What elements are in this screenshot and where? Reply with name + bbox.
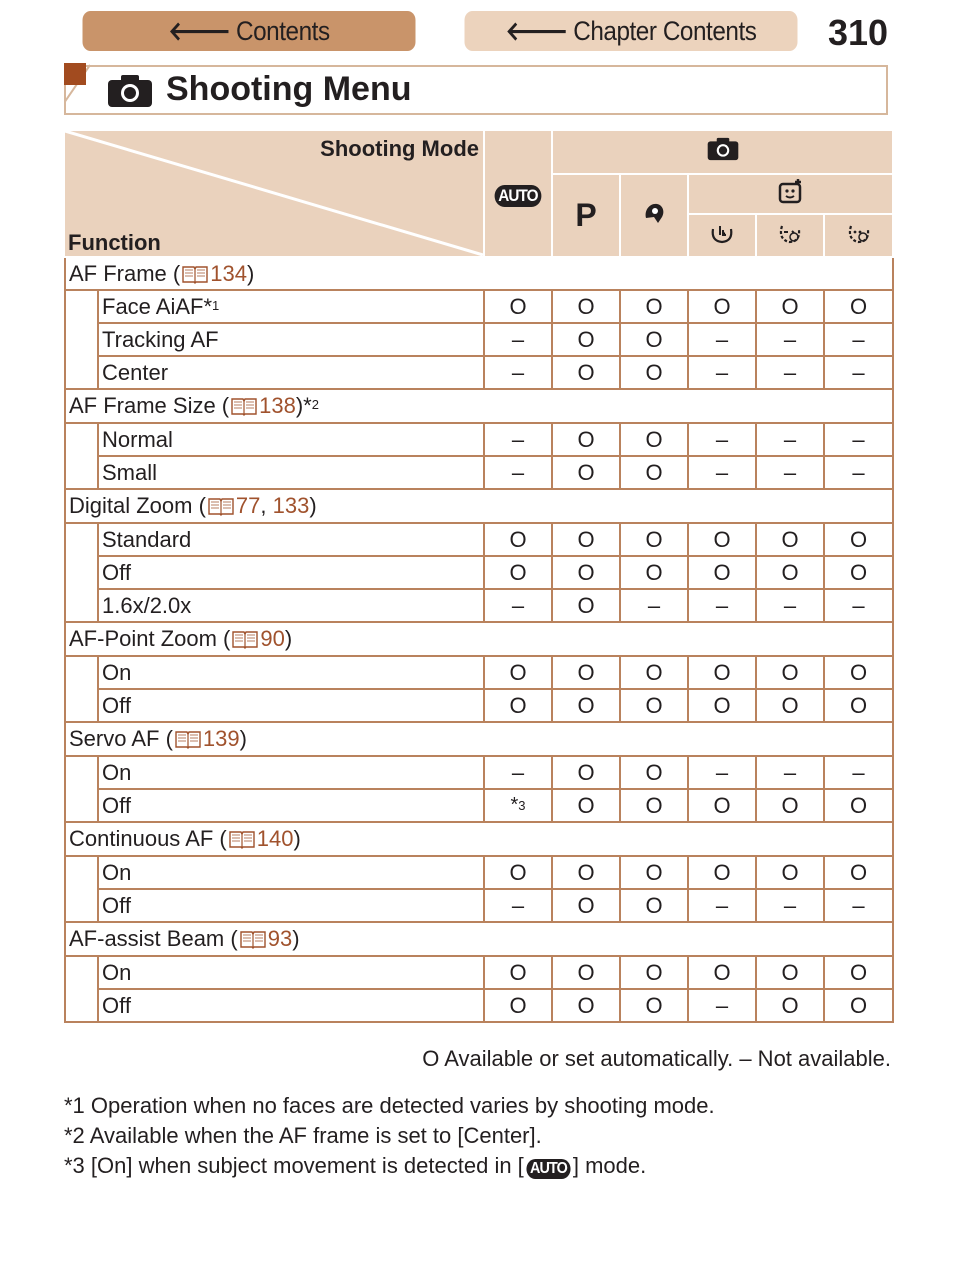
availability-cell — [484, 789, 552, 822]
table-row — [65, 523, 893, 556]
availability-cell: O — [756, 656, 824, 689]
availability-cell: – — [756, 423, 824, 456]
availability-cell: – — [484, 423, 552, 456]
availability-cell: – — [484, 356, 552, 389]
availability-cell: O — [552, 456, 620, 489]
availability-cell: O — [688, 789, 756, 822]
availability-cell: O — [484, 656, 552, 689]
availability-cell: O — [756, 290, 824, 323]
indent-cell — [65, 556, 98, 589]
availability-cell: O — [552, 956, 620, 989]
availability-cell: O — [620, 323, 688, 356]
availability-cell: – — [756, 323, 824, 356]
availability-cell: O — [756, 989, 824, 1022]
availability-cell: O — [620, 889, 688, 922]
availability-cell: – — [756, 589, 824, 622]
table-row — [65, 589, 893, 622]
availability-cell: – — [824, 423, 893, 456]
availability-cell: O — [620, 789, 688, 822]
auto-mode-icon: AUTO — [495, 185, 542, 207]
table-row — [65, 323, 893, 356]
table-row — [65, 656, 893, 689]
table-row — [65, 989, 893, 1022]
setting-label — [98, 989, 484, 1022]
footnote-3-after: ] mode. — [572, 1153, 647, 1178]
availability-cell: O — [620, 989, 688, 1022]
indent-cell — [65, 756, 98, 789]
group-suffix: ) — [239, 726, 247, 751]
availability-cell: O — [756, 689, 824, 722]
footnote-1: *1 Operation when no faces are detected varies by shooting mode. — [64, 1093, 715, 1118]
availability-cell: – — [688, 423, 756, 456]
setting-label — [98, 456, 484, 489]
availability-cell: – — [688, 589, 756, 622]
indent-cell — [65, 290, 98, 323]
footnote-marker: 1 — [212, 297, 220, 313]
availability-cell: – — [824, 356, 893, 389]
footnote-marker: 3 — [518, 798, 526, 813]
setting-name: On — [102, 959, 132, 985]
availability-cell: – — [484, 756, 552, 789]
group-title — [65, 257, 893, 290]
table-row — [65, 423, 893, 456]
availability-cell: O — [552, 323, 620, 356]
group-title — [65, 922, 893, 956]
page-number: 310 — [828, 12, 889, 53]
page-reference-link[interactable]: 140 — [256, 826, 294, 851]
face-detect-self-timer-icon — [845, 221, 873, 245]
group-title — [65, 822, 893, 856]
group-header-row — [65, 722, 893, 756]
group-header-row — [65, 922, 893, 956]
availability-cell: O — [756, 523, 824, 556]
live-mode-icon — [642, 200, 666, 226]
availability-cell: O — [484, 689, 552, 722]
availability-cell: O — [484, 290, 552, 323]
setting-name: Small — [102, 459, 158, 485]
setting-label — [98, 290, 484, 323]
availability-cell: O — [824, 556, 893, 589]
availability-cell: O — [620, 756, 688, 789]
group-suffix: ) — [293, 826, 301, 851]
availability-cell: – — [484, 456, 552, 489]
shooting-menu-table — [64, 131, 894, 1023]
mode-header-live — [620, 174, 688, 257]
indent-cell — [65, 323, 98, 356]
table-row — [65, 756, 893, 789]
availability-cell: O — [620, 423, 688, 456]
availability-cell: O — [552, 756, 620, 789]
availability-cell: O — [552, 423, 620, 456]
availability-cell: O — [688, 290, 756, 323]
availability-cell: O — [620, 356, 688, 389]
setting-name: Off — [102, 992, 131, 1018]
availability-cell: O — [484, 856, 552, 889]
setting-name: Normal — [102, 426, 173, 452]
group-header-row — [65, 389, 893, 423]
indent-cell — [65, 989, 98, 1022]
self-timer-icon — [708, 221, 736, 245]
group-suffix: ) — [246, 260, 255, 286]
group-suffix: ) — [284, 626, 293, 651]
availability-cell: O — [756, 956, 824, 989]
availability-cell: O — [688, 689, 756, 722]
wink-self-timer-icon — [776, 221, 804, 245]
table-row — [65, 456, 893, 489]
group-name: AF-assist Beam ( — [69, 926, 238, 951]
legend: O Available or set automatically. – Not available. — [422, 1046, 891, 1071]
group-title — [65, 722, 893, 756]
book-reference-icon — [228, 829, 256, 849]
availability-cell: O — [552, 556, 620, 589]
group-name: AF Frame ( — [69, 260, 181, 286]
page-reference-link[interactable]: 90 — [260, 626, 285, 651]
setting-name: Standard — [102, 526, 192, 552]
availability-cell: O — [620, 556, 688, 589]
availability-cell: – — [824, 456, 893, 489]
table-row — [65, 356, 893, 389]
group-title — [65, 489, 893, 523]
availability-cell: – — [688, 356, 756, 389]
availability-cell: – — [620, 589, 688, 622]
availability-cell: – — [824, 756, 893, 789]
availability-cell: O — [688, 856, 756, 889]
availability-cell: – — [688, 989, 756, 1022]
setting-label — [98, 323, 484, 356]
availability-cell: O — [824, 290, 893, 323]
book-reference-icon — [230, 396, 258, 416]
availability-cell: – — [688, 456, 756, 489]
page-reference-link[interactable]: 134 — [210, 260, 247, 286]
indent-cell — [65, 956, 98, 989]
group-name: AF Frame Size ( — [69, 393, 230, 418]
mode-header-camera — [552, 131, 893, 174]
book-reference-icon — [174, 729, 202, 749]
page-reference-link[interactable]: 138 — [259, 393, 296, 418]
availability-cell: O — [552, 523, 620, 556]
mode-header-timer-2 — [756, 214, 824, 257]
p-mode-label: P — [575, 197, 597, 233]
availability-cell: O — [688, 523, 756, 556]
setting-name: On — [102, 859, 132, 885]
camera-icon — [707, 137, 739, 161]
setting-label — [98, 889, 484, 922]
group-suffix: ) — [309, 493, 317, 518]
availability-cell: O — [824, 956, 893, 989]
chapter-contents-label: Chapter Contents — [573, 15, 757, 46]
table-row — [65, 290, 893, 323]
group-name: Continuous AF ( — [69, 826, 227, 851]
availability-cell: O — [552, 989, 620, 1022]
availability-cell: – — [824, 589, 893, 622]
group-name: Servo AF ( — [69, 726, 173, 751]
left-arrow-icon: 🡐 — [168, 15, 231, 46]
footnote-2: *2 Available when the AF frame is set to [Center]. — [64, 1123, 542, 1148]
availability-cell: – — [824, 323, 893, 356]
page-reference-link[interactable]: 77 — [235, 493, 261, 518]
auto-mode-icon: AUTO — [526, 1159, 570, 1179]
setting-label — [98, 423, 484, 456]
availability-cell: O — [552, 689, 620, 722]
availability-cell: O — [552, 356, 620, 389]
availability-cell: – — [824, 889, 893, 922]
availability-cell: O — [552, 290, 620, 323]
table-row — [65, 789, 893, 822]
page-reference-link[interactable]: 139 — [202, 726, 240, 751]
availability-cell: O — [620, 656, 688, 689]
group-title — [65, 622, 893, 656]
ref-separator: , — [260, 493, 273, 518]
setting-name: Off — [102, 892, 131, 918]
group-header-row — [65, 822, 893, 856]
group-title — [65, 389, 893, 423]
book-reference-icon — [207, 496, 235, 516]
availability-cell: O — [688, 556, 756, 589]
indent-cell — [65, 656, 98, 689]
setting-name: Off — [102, 692, 131, 718]
title-marker — [64, 63, 86, 85]
availability-value: * — [510, 794, 519, 816]
setting-name: 1.6x/2.0x — [102, 592, 192, 618]
indent-cell — [65, 523, 98, 556]
indent-cell — [65, 456, 98, 489]
shooting-mode-label: Shooting Mode — [320, 136, 479, 161]
group-suffix: ) — [292, 926, 300, 951]
availability-cell: O — [824, 523, 893, 556]
availability-cell: O — [824, 656, 893, 689]
contents-label: Contents — [236, 15, 330, 46]
group-header-row — [65, 622, 893, 656]
availability-cell: O — [824, 989, 893, 1022]
indent-cell — [65, 356, 98, 389]
setting-label — [98, 756, 484, 789]
availability-cell: O — [552, 589, 620, 622]
availability-cell: O — [756, 856, 824, 889]
setting-label — [98, 523, 484, 556]
availability-cell: O — [552, 889, 620, 922]
availability-cell: O — [552, 856, 620, 889]
availability-cell: O — [824, 856, 893, 889]
availability-cell: O — [688, 656, 756, 689]
availability-cell: O — [552, 656, 620, 689]
setting-name: Center — [102, 359, 169, 385]
indent-cell — [65, 856, 98, 889]
indent-cell — [65, 789, 98, 822]
group-header-row — [65, 489, 893, 523]
group-name: Digital Zoom ( — [69, 493, 206, 518]
function-label: Function — [68, 230, 161, 255]
left-arrow-icon: 🡐 — [505, 15, 568, 46]
indent-cell — [65, 423, 98, 456]
setting-label — [98, 789, 484, 822]
availability-cell: O — [756, 789, 824, 822]
header-corner — [65, 131, 484, 257]
setting-name: Face AiAF* — [102, 293, 213, 319]
setting-label — [98, 589, 484, 622]
table-row — [65, 956, 893, 989]
indent-cell — [65, 589, 98, 622]
table-row — [65, 556, 893, 589]
availability-cell: O — [620, 523, 688, 556]
availability-cell: – — [756, 889, 824, 922]
setting-name: On — [102, 659, 132, 685]
availability-cell: O — [756, 556, 824, 589]
footnote-3-before: *3 [On] when subject movement is detected in [ — [64, 1153, 524, 1178]
mode-header-timer-3 — [824, 214, 893, 257]
group-header-row — [65, 257, 893, 290]
availability-cell: – — [484, 323, 552, 356]
book-reference-icon — [231, 629, 259, 649]
face-self-timer-icon — [777, 178, 805, 204]
availability-cell: – — [756, 456, 824, 489]
book-reference-icon — [239, 929, 267, 949]
availability-cell: O — [620, 956, 688, 989]
availability-cell: O — [620, 856, 688, 889]
chapter-contents-button[interactable] — [465, 11, 798, 51]
availability-cell: O — [484, 956, 552, 989]
availability-cell: O — [484, 523, 552, 556]
setting-name: Off — [102, 792, 131, 818]
setting-name: On — [102, 759, 132, 785]
page-reference-link[interactable]: 93 — [267, 926, 293, 951]
availability-cell: O — [620, 290, 688, 323]
setting-label — [98, 556, 484, 589]
availability-cell: – — [756, 756, 824, 789]
availability-cell: – — [688, 756, 756, 789]
footnote-3 — [64, 1153, 646, 1179]
indent-cell — [65, 689, 98, 722]
table-row — [65, 889, 893, 922]
availability-cell: – — [484, 889, 552, 922]
table-row — [65, 856, 893, 889]
setting-label — [98, 656, 484, 689]
availability-cell: – — [688, 889, 756, 922]
page-title: Shooting Menu — [166, 70, 412, 108]
availability-cell: O — [484, 989, 552, 1022]
availability-cell: – — [756, 356, 824, 389]
indent-cell — [65, 889, 98, 922]
page-reference-link[interactable]: 133 — [272, 493, 310, 518]
group-suffix: )* — [295, 393, 312, 418]
mode-header-timer-1 — [688, 214, 756, 257]
mode-header-auto — [484, 131, 552, 257]
setting-name: Tracking AF — [102, 326, 219, 352]
footnote-marker: 2 — [311, 397, 319, 412]
availability-cell: O — [824, 789, 893, 822]
group-name: AF-Point Zoom ( — [69, 626, 231, 651]
availability-cell: O — [552, 789, 620, 822]
table-row — [65, 689, 893, 722]
availability-cell: – — [688, 323, 756, 356]
availability-cell: O — [620, 689, 688, 722]
setting-label — [98, 956, 484, 989]
availability-cell: O — [824, 689, 893, 722]
availability-cell: – — [484, 589, 552, 622]
availability-cell: O — [688, 956, 756, 989]
setting-label — [98, 356, 484, 389]
mode-header-self-portrait — [688, 174, 893, 214]
setting-label — [98, 689, 484, 722]
mode-header-p — [552, 174, 620, 257]
contents-button[interactable] — [83, 11, 416, 51]
camera-icon — [107, 74, 153, 108]
setting-name: Off — [102, 559, 131, 585]
book-reference-icon — [181, 264, 209, 284]
setting-label — [98, 856, 484, 889]
availability-cell: O — [484, 556, 552, 589]
availability-cell: O — [620, 456, 688, 489]
